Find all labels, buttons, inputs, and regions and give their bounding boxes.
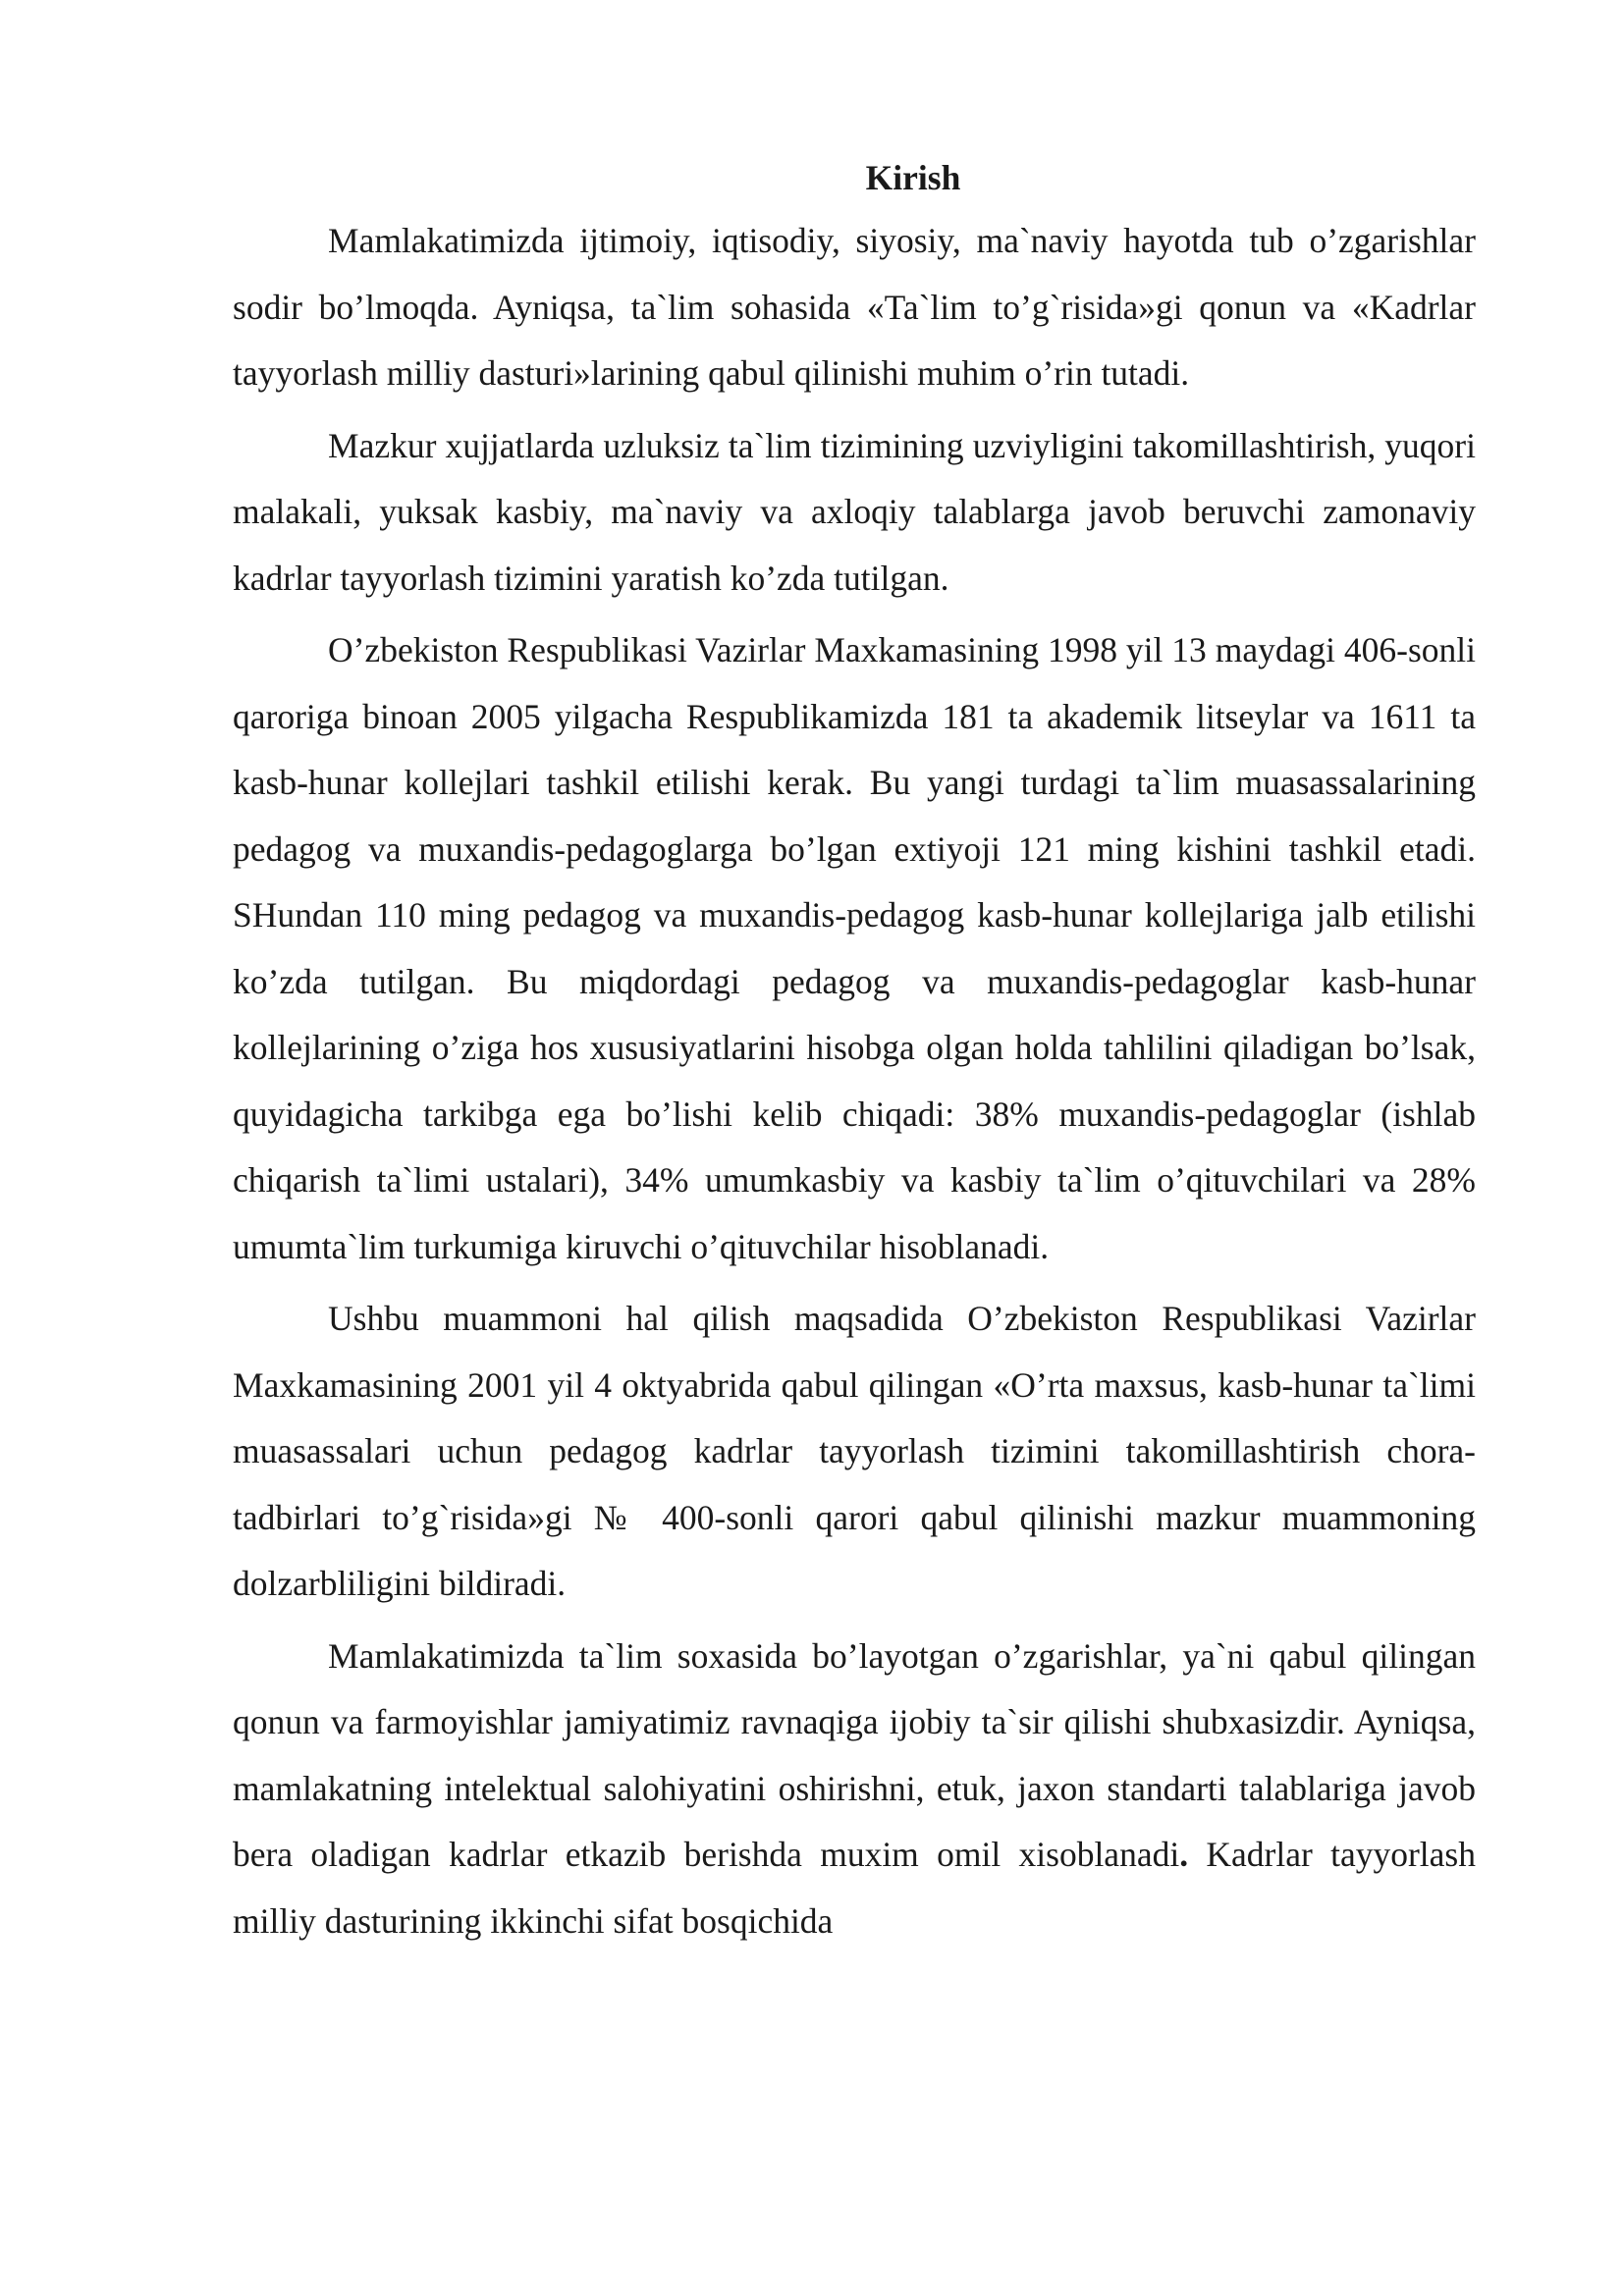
paragraph-3: O’zbekiston Respublikasi Vazirlar Maxkamasining 1998 yil 13 maydagi 406-sonli qaroriga binoan 2005 yilgacha Respublikamizda 181 ta akademik litseylar va 1611 ta kasb-hunar kollejlari tashkil etilishi kerak. Bu yangi turdagi ta`lim muasassalarining pedagog va muxandis-pedagoglarga bo’lgan extiyoji 121 ming kishini tashkil etadi. SHundan 110 ming pedagog va muxandis-pedagog kasb-hunar kollejlariga jalb etilishi ko’zda tutilgan. Bu miqdordagi pedagog va muxandis-pedagoglar kasb-hunar kollejlarining o’ziga hos xususiyatlarini hisobga olgan holda tahlilini qiladigan bo’lsak, quyidagicha tarkibga ega bo’lishi kelib chiqadi: 38% muxandis-pedagoglar (ishlab chiqarish ta`limi ustalari), 34% umumkasbiy va kasbiy ta`lim o’qituvchilari va 28% umumta`lim turkumiga kiruvchi o’qituvchilar hisoblanadi. [233,630,1476,1266]
document-body [233,147,1476,1960]
paragraph-5-bold-period: . [1179,1835,1189,1874]
paragraph-2: Mazkur xujjatlarda uzluksiz ta`lim tizimining uzviyligini takomillashtirish, yuqori malakali, yuksak kasbiy, ma`naviy va axloqiy talablarga javob beruvchi zamonaviy kadrlar tayyorlash tizimini yaratish ko’zda tutilgan. [233,425,1476,598]
paragraph-1: Mamlakatimizda ijtimoiy, iqtisodiy, siyosiy, ma`naviy hayotda tub o’zgarishlar sodir bo’lmoqda. Ayniqsa, ta`lim sohasida «Ta`lim to’g`risida»gi qonun va «Kadrlar tayyorlash milliy dasturi»larining qabul qilinishi muhim o’rin tutadi. [233,221,1476,393]
page-title: Kirish [865,158,961,197]
paragraph-5-text-a: Mamlakatimizda ta`lim soxasida bo’layotgan o’zgarishlar, ya`ni qabul qilingan qonun va farmoyishlar jamiyatimiz ravnaqiga ijobiy ta`sir qilishi shubxasizdir. Ayniqsa, mamlakatning intelektual salohiyatini oshirishni, etuk, jaxon standarti talablariga javob bera oladigan kadrlar etkazib berishda muxim omil xisoblanadi [233,1635,1476,1874]
paragraph-5 [233,1624,1476,1955]
paragraph-5-text-b: Kadrlar tayyorlash milliy dasturining ikkinchi sifat bosqichida [233,1835,1476,1941]
paragraph-4: Ushbu muammoni hal qilish maqsadida O’zbekiston Respublikasi Vazirlar Maxkamasining 2001 yil 4 oktyabrida qabul qilingan «O’rta maxsus, kasb-hunar ta`limi muasassalari uchun pedagog kadrlar tayyorlash tizimini takomillashtirish chora-tadbirlari to’g`risida»gi № 400-sonli qarori qabul qilinishi mazkur muammoning dolzarbliligini bildiradi. [233,1299,1476,1603]
